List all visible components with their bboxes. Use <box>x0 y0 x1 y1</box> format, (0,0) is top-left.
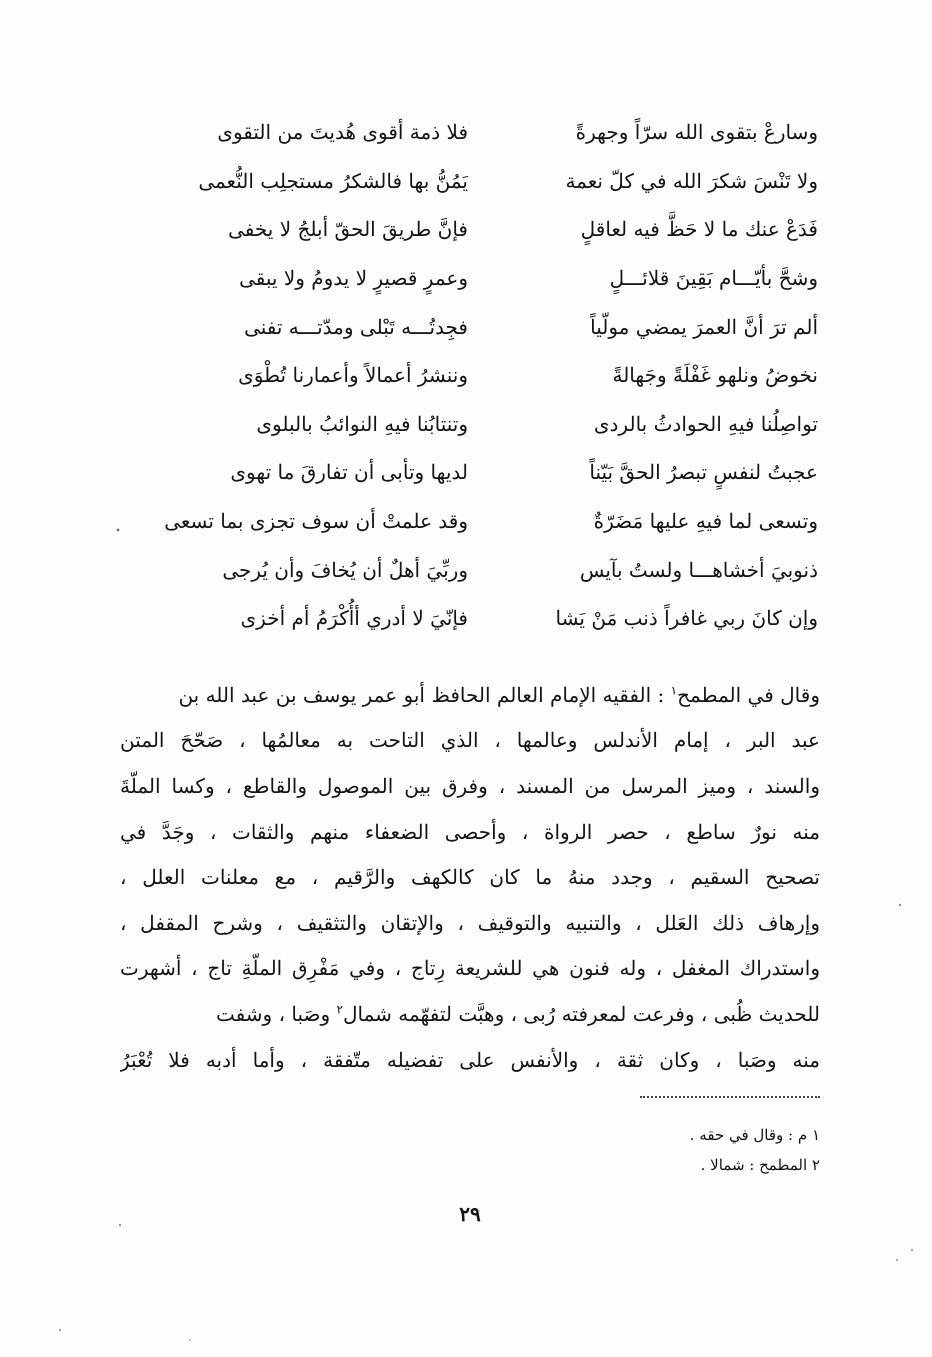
verse <box>150 302 818 351</box>
prose-line-text: تصحيح السقيم ، وجدد منهُ ما كان كالكهف والرَّقيم ، مع معلنات العلل ، <box>120 865 820 890</box>
poem-block <box>150 108 818 643</box>
verse <box>150 108 818 157</box>
verse <box>150 254 818 303</box>
verse <box>150 545 818 594</box>
verse-second-hemistich: لديها وتأبى أن تفارقَ ما تهوى <box>230 460 468 485</box>
page-number: ٢٩ <box>459 1202 481 1226</box>
prose-line-text: منه نورٌ ساطع ، حصر الرواة ، وأحصى الضعفاء منهم والثقات ، وجَدَّ في <box>120 819 820 844</box>
verse-first-hemistich: وسارعْ بتقوى الله سرّاً وجهرةً <box>575 120 818 145</box>
prose-line-text: والسند ، وميز المرسل من المسند ، وفرق بين الموصول والقاطع ، وكسا الملّةَ <box>120 773 820 798</box>
verse-first-hemistich: ولا تَنْسَ شكرَ الله في كلّ نعمة <box>565 168 818 193</box>
verse <box>150 497 818 546</box>
verse-second-hemistich: فإنَّ طريقَ الحقّ أبلجُ لا يخفى <box>228 217 468 242</box>
prose-line <box>120 718 820 764</box>
verse-first-hemistich: ألم ترَ أنَّ العمرَ يمضي مولّياً <box>590 314 818 339</box>
footnote: ١ م : وقال في حقه . <box>689 1126 820 1144</box>
verse-second-hemistich: فلا ذمة أقوى هُديتَ من التقوى <box>217 120 468 145</box>
verse-first-hemistich: تواصِلُنا فيهِ الحوادثُ بالردى <box>593 411 818 436</box>
verse-first-hemistich: نخوضُ ونلهو غَفْلَةً وجَهالةً <box>612 363 818 388</box>
footnote-marker: ١ <box>670 683 678 698</box>
prose-line <box>120 991 820 1037</box>
verse-first-hemistich: وتسعى لما فيهِ عليها مَضَرّةٌ <box>593 509 818 534</box>
prose-paragraph <box>120 672 820 1082</box>
prose-line-text <box>120 1002 820 1026</box>
prose-line <box>120 946 820 992</box>
verse <box>150 351 818 400</box>
verse-second-hemistich: فجِدتُـــه تَبْلى ومدّتـــه تفنى <box>244 314 468 339</box>
verse-first-hemistich: وإن كانَ ربي غافراً ذنب مَنْ يَشا <box>555 606 818 631</box>
prose-line-text: واستدراك المغفل ، وله فنون هي للشريعة رِتاج ، وفي مَفْرِق الملّةِ تاج ، أشهرت <box>120 956 820 981</box>
prose-line-tail: : الفقيه الإمام العالم الحافظ أبو عمر يوسف بن عبد الله بن <box>178 682 671 707</box>
footnotes <box>560 1120 820 1180</box>
verse-second-hemistich: وقد علمتْ أن سوف تجزى بما تسعى <box>164 509 468 534</box>
footnote-separator <box>640 1096 820 1098</box>
prose-line-tail: وصَبا ، وشفت <box>216 1001 337 1026</box>
verse <box>150 400 818 449</box>
prose-line-text: وإرهاف ذلك العَلل ، والتنبيه والتوقيف ، والإتقان والتثقيف ، وشرح المقفل ، <box>120 910 820 935</box>
footnote-marker: ٢ <box>336 1002 343 1017</box>
verse-second-hemistich: وتنتابُنا فيهِ النوائبُ بالبلوى <box>256 411 468 436</box>
verse <box>150 157 818 206</box>
footnote: ٢ المطمح : شمالا . <box>700 1156 820 1174</box>
verse <box>150 594 818 643</box>
prose-line <box>120 672 820 718</box>
verse-second-hemistich: فإنّيَ لا أدري أأُكْرَمُ أم أخزى <box>240 606 468 631</box>
verse-second-hemistich: وربِّيَ أهلٌ أن يُخافَ وأن يُرجى <box>222 557 468 582</box>
verse-first-hemistich: فَدَعْ عنك ما لا حَظَّ فيه لعاقلٍ <box>580 217 818 242</box>
prose-line <box>120 1037 820 1083</box>
verse-second-hemistich: يَمُنُّ بها فالشكرُ مستجلِب النُّعمى <box>198 168 468 193</box>
prose-line <box>120 854 820 900</box>
prose-line-text: عبد البر ، إمام الأندلس وعالمها ، الذي التاحت به معالمُها ، صَحّحَ المتن <box>120 728 820 753</box>
verse-second-hemistich: وعمرٍ قصيرٍ لا يدومُ ولا يبقى <box>239 266 468 291</box>
prose-line-text <box>120 683 820 707</box>
prose-line <box>120 763 820 809</box>
prose-line <box>120 900 820 946</box>
verse-first-hemistich: عجبتُ لنفسٍ تبصرُ الحقَّ بَيّناً <box>589 460 818 485</box>
verse-second-hemistich: وننشرُ أعمالاً وأعمارنا تُطْوَى <box>238 363 468 388</box>
prose-line-lead: وقال في المطمح <box>677 682 820 707</box>
verse <box>150 205 818 254</box>
verse-first-hemistich: وشحَّ بأيّـــام بَقِينَ قلائـــلٍ <box>609 266 818 291</box>
prose-line-lead: للحديث ظُبى ، وفرعت لمعرفته رُبى ، وهبَّت لتفهّمه شمال <box>342 1001 820 1026</box>
verse-first-hemistich: ذنوبيَ أخشاهـــا ولستُ بآيس <box>579 557 818 582</box>
verse <box>150 448 818 497</box>
prose-line-text: منه وصَبا ، وكان ثقة ، والأنفس على تفضيله متّفقة ، وأما أدبه فلا تُعْبَرُ <box>120 1047 820 1072</box>
prose-line <box>120 809 820 855</box>
